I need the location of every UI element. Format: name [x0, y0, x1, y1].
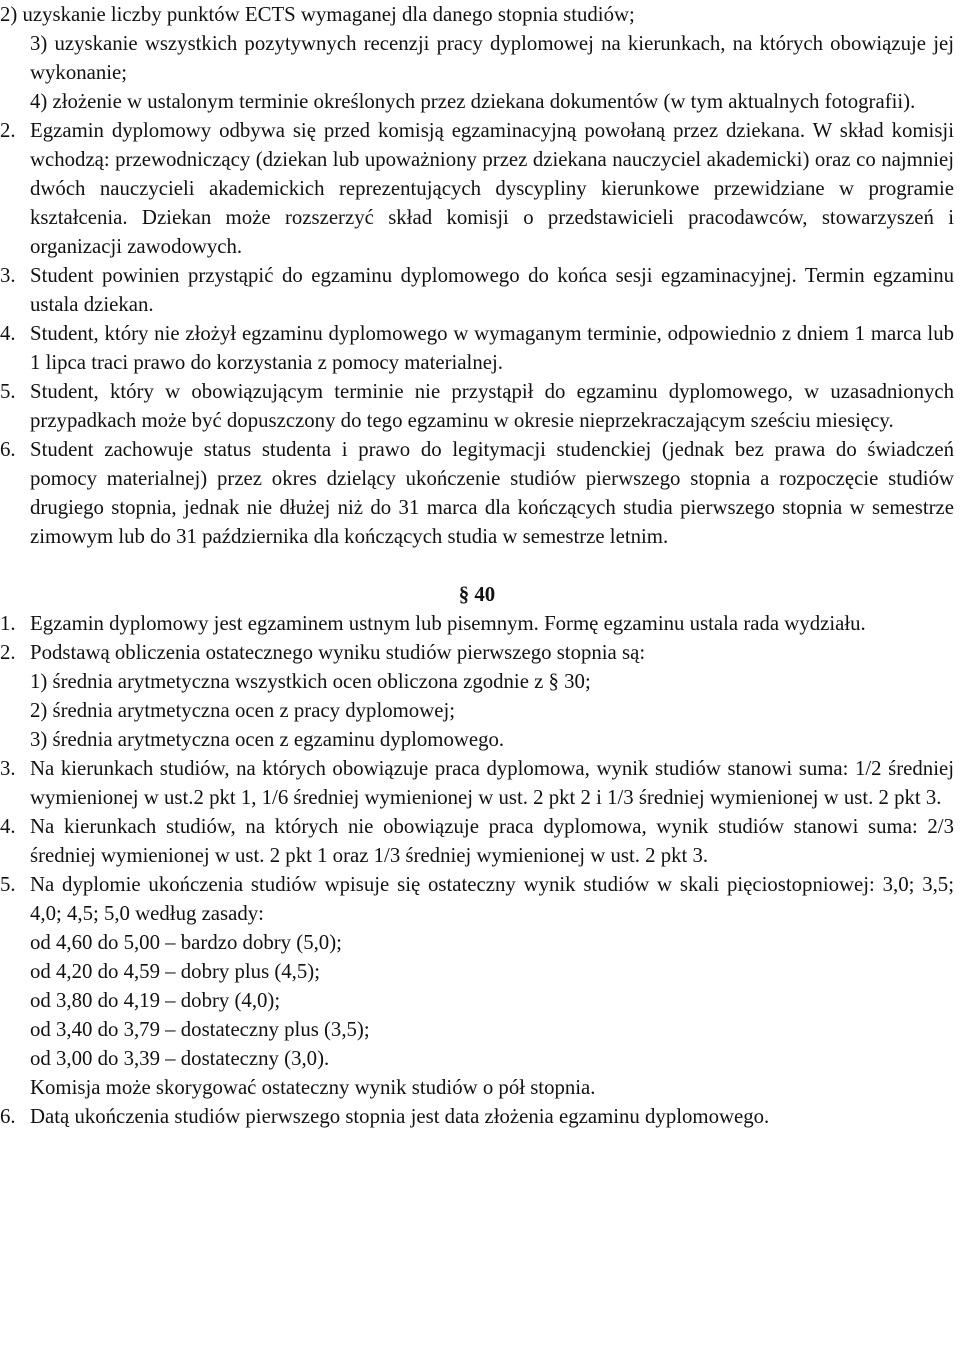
grade-item: od 4,60 do 5,00 – bardzo dobry (5,0);	[30, 931, 342, 954]
paragraph-number: 4.	[0, 815, 16, 838]
paragraph-39-3	[0, 261, 954, 319]
paragraph-40-6	[0, 1102, 954, 1131]
paragraph-text: Student, który w obowiązującym terminie nie przystąpił do egzaminu dyplomowego, w uzasadnionych przypadkach może być dopuszczony do tego egzaminu w okresie nieprzekraczającym sześciu miesięcy.	[30, 380, 954, 432]
paragraph-number: 6.	[0, 438, 16, 461]
paragraph-40-5	[0, 870, 954, 1102]
paragraph-39-5	[0, 377, 954, 435]
paragraph-body	[30, 870, 954, 1102]
paragraph-text: Na kierunkach studiów, na których obowiązuje praca dyplomowa, wynik studiów stanowi suma: 1/2 średniej wymienionej w ust.2 pkt 1, 1/6 średniej wymienionej w ust. 2 pkt 2 i 1/3 średniej wymienionej w ust. 2 pkt 3.	[30, 757, 954, 809]
list-item: 1) średnia arytmetyczna wszystkich ocen obliczona zgodnie z § 30;	[30, 670, 591, 693]
paragraph-text: Egzamin dyplomowy odbywa się przed komisją egzaminacyjną powołaną przez dziekana. W skład komisji wchodzą: przewodniczący (dziekan lub upoważniony przez dziekana nauczyciel akademicki) oraz co najmniej dwóch nauczycieli akademickich reprezentujących dyscypliny kierunkowe przewidziane w programie kształcenia. Dziekan może rozszerzyć skład komisji o przedstawicieli pracodawców, stowarzyszeń i organizacji zawodowych.	[30, 119, 954, 258]
paragraph-40-1	[0, 609, 954, 638]
paragraph-text: Student zachowuje status studenta i prawo do legitymacji studenckiej (jednak bez prawa do świadczeń pomocy materialnej) przez okres dzielący ukończenie studiów pierwszego stopnia a rozpoczęcie studiów drugiego stopnia, jednak nie dłużej niż do 31 marca dla kończących studia pierwszego stopnia w semestrze zimowym lub do 31 października dla kończących studia w semestrze letnim.	[30, 438, 954, 548]
paragraph-text: Student powinien przystąpić do egzaminu dyplomowego do końca sesji egzaminacyjnej. Termin egzaminu ustala dziekan.	[30, 264, 954, 316]
paragraph-39-4	[0, 319, 954, 377]
paragraph-text: Student, który nie złożył egzaminu dyplomowego w wymaganym terminie, odpowiednio z dniem 1 marca lub 1 lipca traci prawo do korzystania z pomocy materialnej.	[30, 322, 954, 374]
section-title: § 40	[458, 583, 496, 606]
paragraph-39-6	[0, 435, 954, 551]
list-item-2	[0, 0, 954, 29]
paragraph-note: Komisja może skorygować ostateczny wynik studiów o pół stopnia.	[30, 1076, 596, 1099]
paragraph-number: 5.	[0, 873, 16, 896]
list-item: 3) średnia arytmetyczna ocen z egzaminu dyplomowego.	[30, 728, 505, 751]
paragraph-number: 2.	[0, 641, 16, 664]
paragraph-40-2	[0, 638, 954, 754]
paragraph-text: Egzamin dyplomowy jest egzaminem ustnym lub pisemnym. Formę egzaminu ustala rada wydziału.	[30, 612, 866, 635]
grade-item: od 3,40 do 3,79 – dostateczny plus (3,5);	[30, 1018, 370, 1041]
paragraph-text: Datą ukończenia studiów pierwszego stopnia jest data złożenia egzaminu dyplomowego.	[30, 1105, 770, 1128]
paragraph-number: 1.	[0, 612, 16, 635]
paragraph-body	[30, 638, 954, 754]
paragraph-text: Na dyplomie ukończenia studiów wpisuje się ostateczny wynik studiów w skali pięciostopniowej: 3,0; 3,5; 4,0; 4,5; 5,0 według zasady:	[30, 873, 954, 925]
paragraph-39-2	[0, 116, 954, 261]
list-item-text: 2) uzyskanie liczby punktów ECTS wymaganej dla danego stopnia studiów;	[0, 3, 635, 26]
list-item: 2) średnia arytmetyczna ocen z pracy dyplomowej;	[30, 699, 456, 722]
paragraph-40-3	[0, 754, 954, 812]
paragraph-number: 5.	[0, 380, 16, 403]
paragraph-text: Podstawą obliczenia ostatecznego wyniku studiów pierwszego stopnia są:	[30, 641, 646, 664]
grade-item: od 4,20 do 4,59 – dobry plus (4,5);	[30, 960, 320, 983]
paragraph-number: 6.	[0, 1105, 16, 1128]
list-item-3	[0, 29, 954, 87]
grade-item: od 3,80 do 4,19 – dobry (4,0);	[30, 989, 281, 1012]
paragraph-text: Na kierunkach studiów, na których nie obowiązuje praca dyplomowa, wynik studiów stanowi suma: 2/3 średniej wymienionej w ust. 2 pkt 1 oraz 1/3 średniej wymienionej w ust. 2 pkt 3.	[30, 815, 954, 867]
list-item-text: 4) złożenie w ustalonym terminie określonych przez dziekana dokumentów (w tym aktualnych fotografii).	[30, 90, 916, 113]
paragraph-number: 4.	[0, 322, 16, 345]
paragraph-number: 2.	[0, 119, 16, 142]
paragraph-number: 3.	[0, 264, 16, 287]
paragraph-number: 3.	[0, 757, 16, 780]
paragraph-40-4	[0, 812, 954, 870]
list-item-text: 3) uzyskanie wszystkich pozytywnych recenzji pracy dyplomowej na kierunkach, na których obowiązuje jej wykonanie;	[30, 32, 954, 84]
grade-item: od 3,00 do 3,39 – dostateczny (3,0).	[30, 1047, 330, 1070]
list-item-4	[0, 87, 954, 116]
